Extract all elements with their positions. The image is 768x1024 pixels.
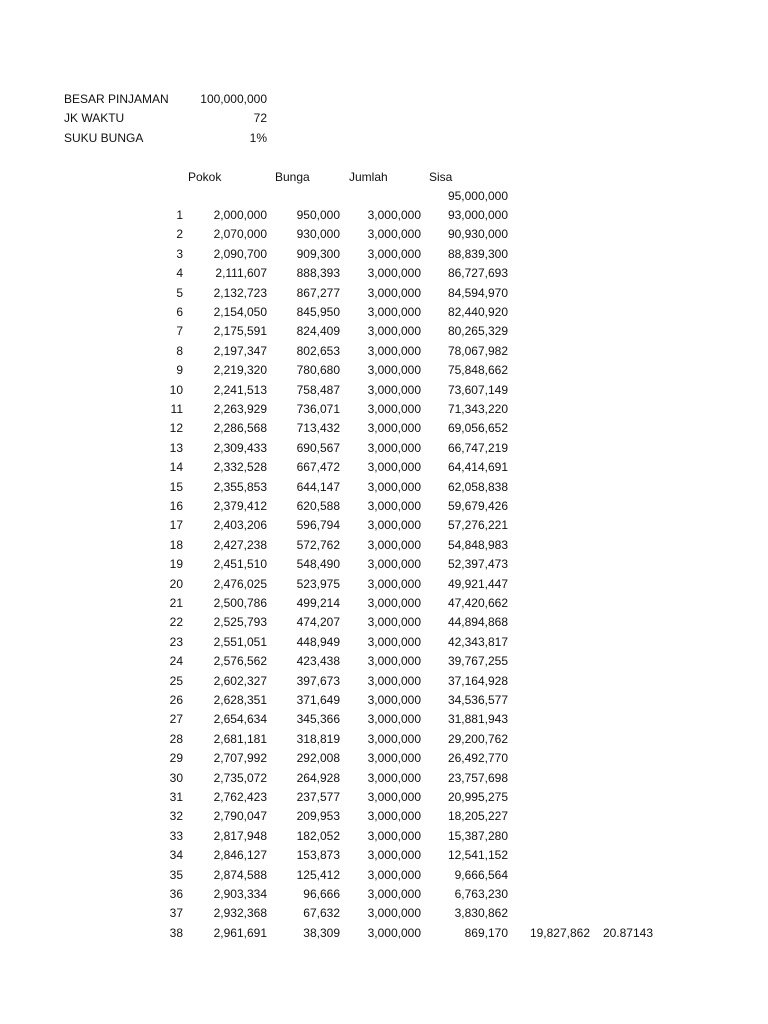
jumlah-cell: 3,000,000 — [367, 732, 421, 746]
row-number: 36 — [169, 887, 183, 901]
row-number: 11 — [170, 402, 183, 416]
interest-rate-label: SUKU BUNGA — [64, 131, 144, 145]
pokok-cell: 2,427,238 — [213, 538, 267, 552]
pokok-cell: 2,628,351 — [213, 693, 267, 707]
jumlah-cell: 3,000,000 — [367, 383, 421, 397]
sisa-cell: 29,200,762 — [447, 732, 508, 746]
jumlah-cell: 3,000,000 — [367, 402, 421, 416]
trailing-value-1: 19,827,862 — [529, 926, 590, 940]
bunga-cell: 824,409 — [296, 324, 340, 338]
sisa-cell: 71,343,220 — [447, 402, 508, 416]
sisa-cell: 18,205,227 — [447, 809, 508, 823]
sisa-cell: 59,679,426 — [447, 499, 508, 513]
sisa-cell: 73,607,149 — [447, 383, 508, 397]
jumlah-cell: 3,000,000 — [367, 790, 421, 804]
pokok-cell: 2,355,853 — [213, 480, 267, 494]
pokok-cell: 2,762,423 — [213, 790, 267, 804]
pokok-cell: 2,000,000 — [213, 208, 267, 222]
sisa-cell: 93,000,000 — [447, 208, 508, 222]
jumlah-cell: 3,000,000 — [367, 577, 421, 591]
interest-rate-value: 1% — [249, 131, 267, 145]
bunga-cell: 448,949 — [296, 635, 340, 649]
row-number: 14 — [169, 460, 183, 474]
pokok-cell: 2,111,607 — [215, 266, 267, 280]
bunga-cell: 371,649 — [296, 693, 340, 707]
pokok-cell: 2,707,992 — [213, 751, 267, 765]
sisa-cell: 64,414,691 — [447, 460, 508, 474]
row-number: 25 — [169, 674, 183, 688]
pokok-cell: 2,846,127 — [213, 848, 267, 862]
bunga-cell: 38,309 — [303, 926, 340, 940]
row-number: 24 — [169, 654, 183, 668]
column-header-sisa: Sisa — [429, 170, 453, 184]
bunga-cell: 153,873 — [296, 848, 340, 862]
bunga-cell: 620,588 — [296, 499, 340, 513]
pokok-cell: 2,379,412 — [213, 499, 267, 513]
sisa-cell: 88,839,300 — [447, 247, 508, 261]
row-number: 15 — [169, 480, 183, 494]
row-number: 8 — [176, 344, 183, 358]
row-number: 16 — [169, 499, 183, 513]
pokok-cell: 2,654,634 — [213, 712, 267, 726]
pokok-cell: 2,681,181 — [213, 732, 267, 746]
row-number: 23 — [169, 635, 183, 649]
pokok-cell: 2,090,700 — [213, 247, 267, 261]
jumlah-cell: 3,000,000 — [367, 266, 421, 280]
pokok-cell: 2,286,568 — [213, 421, 267, 435]
jumlah-cell: 3,000,000 — [367, 324, 421, 338]
row-number: 7 — [176, 324, 183, 338]
sisa-cell: 69,056,652 — [447, 421, 508, 435]
sisa-cell: 84,594,970 — [447, 286, 508, 300]
row-number: 20 — [169, 577, 183, 591]
row-number: 5 — [176, 286, 183, 300]
sisa-cell: 47,420,662 — [447, 596, 508, 610]
pokok-cell: 2,309,433 — [213, 441, 267, 455]
bunga-cell: 345,366 — [296, 712, 340, 726]
bunga-cell: 523,975 — [296, 577, 340, 591]
pokok-cell: 2,332,528 — [213, 460, 267, 474]
bunga-cell: 802,653 — [296, 344, 340, 358]
term-value: 72 — [253, 111, 267, 125]
sisa-cell: 66,747,219 — [447, 441, 508, 455]
row-number: 31 — [169, 790, 183, 804]
sisa-cell: 31,881,943 — [447, 712, 508, 726]
row-number: 1 — [176, 208, 183, 222]
jumlah-cell: 3,000,000 — [367, 538, 421, 552]
pokok-cell: 2,241,513 — [213, 383, 267, 397]
bunga-cell: 209,953 — [296, 809, 340, 823]
bunga-cell: 96,666 — [303, 887, 340, 901]
pokok-cell: 2,175,591 — [213, 324, 267, 338]
bunga-cell: 713,432 — [296, 421, 340, 435]
jumlah-cell: 3,000,000 — [367, 247, 421, 261]
column-header-jumlah: Jumlah — [349, 170, 388, 184]
term-label: JK WAKTU — [64, 111, 125, 125]
row-number: 10 — [169, 383, 183, 397]
bunga-cell: 572,762 — [296, 538, 340, 552]
bunga-cell: 548,490 — [296, 557, 340, 571]
bunga-cell: 67,632 — [303, 906, 340, 920]
pokok-cell: 2,735,072 — [213, 771, 267, 785]
row-number: 38 — [169, 926, 183, 940]
bunga-cell: 423,438 — [296, 654, 340, 668]
row-number: 4 — [176, 266, 183, 280]
row-number: 9 — [176, 363, 183, 377]
pokok-cell: 2,197,347 — [213, 344, 267, 358]
row-number: 26 — [169, 693, 183, 707]
jumlah-cell: 3,000,000 — [367, 848, 421, 862]
jumlah-cell: 3,000,000 — [367, 421, 421, 435]
pokok-cell: 2,263,929 — [213, 402, 267, 416]
pokok-cell: 2,403,206 — [213, 518, 267, 532]
sisa-cell: 34,536,577 — [447, 693, 508, 707]
sisa-cell: 82,440,920 — [447, 305, 508, 319]
jumlah-cell: 3,000,000 — [367, 344, 421, 358]
pokok-cell: 2,070,000 — [213, 227, 267, 241]
row-number: 32 — [169, 809, 183, 823]
bunga-cell: 736,071 — [296, 402, 340, 416]
jumlah-cell: 3,000,000 — [367, 480, 421, 494]
jumlah-cell: 3,000,000 — [367, 693, 421, 707]
jumlah-cell: 3,000,000 — [367, 635, 421, 649]
jumlah-cell: 3,000,000 — [367, 654, 421, 668]
sisa-cell: 52,397,473 — [447, 557, 508, 571]
bunga-cell: 888,393 — [296, 266, 340, 280]
bunga-cell: 264,928 — [296, 771, 340, 785]
sisa-cell: 869,170 — [464, 926, 508, 940]
sisa-cell: 86,727,693 — [447, 266, 508, 280]
row-number: 12 — [169, 421, 183, 435]
sisa-cell: 3,830,862 — [454, 906, 508, 920]
jumlah-cell: 3,000,000 — [367, 674, 421, 688]
opening-balance: 95,000,000 — [447, 189, 508, 203]
pokok-cell: 2,500,786 — [213, 596, 267, 610]
bunga-cell: 950,000 — [296, 208, 340, 222]
jumlah-cell: 3,000,000 — [367, 286, 421, 300]
pokok-cell: 2,932,368 — [213, 906, 267, 920]
sisa-cell: 20,995,275 — [447, 790, 508, 804]
jumlah-cell: 3,000,000 — [367, 305, 421, 319]
row-number: 13 — [169, 441, 183, 455]
bunga-cell: 596,794 — [296, 518, 340, 532]
bunga-cell: 318,819 — [296, 732, 340, 746]
bunga-cell: 644,147 — [296, 480, 340, 494]
pokok-cell: 2,790,047 — [213, 809, 267, 823]
column-header-pokok: Pokok — [188, 170, 222, 184]
jumlah-cell: 3,000,000 — [367, 499, 421, 513]
pokok-cell: 2,903,334 — [213, 887, 267, 901]
bunga-cell: 667,472 — [296, 460, 340, 474]
jumlah-cell: 3,000,000 — [367, 596, 421, 610]
row-number: 17 — [169, 518, 183, 532]
row-number: 6 — [176, 305, 183, 319]
bunga-cell: 780,680 — [296, 363, 340, 377]
row-number: 37 — [169, 906, 183, 920]
pokok-cell: 2,476,025 — [213, 577, 267, 591]
bunga-cell: 909,300 — [296, 247, 340, 261]
sisa-cell: 54,848,983 — [447, 538, 508, 552]
pokok-cell: 2,576,562 — [213, 654, 267, 668]
bunga-cell: 292,008 — [296, 751, 340, 765]
jumlah-cell: 3,000,000 — [367, 518, 421, 532]
row-number: 33 — [169, 829, 183, 843]
bunga-cell: 182,052 — [296, 829, 340, 843]
sisa-cell: 26,492,770 — [447, 751, 508, 765]
sisa-cell: 39,767,255 — [447, 654, 508, 668]
sisa-cell: 9,666,564 — [454, 868, 508, 882]
pokok-cell: 2,451,510 — [213, 557, 267, 571]
bunga-cell: 474,207 — [296, 615, 340, 629]
jumlah-cell: 3,000,000 — [367, 227, 421, 241]
jumlah-cell: 3,000,000 — [367, 906, 421, 920]
jumlah-cell: 3,000,000 — [367, 926, 421, 940]
row-number: 29 — [169, 751, 183, 765]
sisa-cell: 62,058,838 — [447, 480, 508, 494]
pokok-cell: 2,602,327 — [213, 674, 267, 688]
pokok-cell: 2,961,691 — [213, 926, 267, 940]
sisa-cell: 57,276,221 — [447, 518, 508, 532]
jumlah-cell: 3,000,000 — [367, 809, 421, 823]
sisa-cell: 49,921,447 — [447, 577, 508, 591]
jumlah-cell: 3,000,000 — [367, 712, 421, 726]
jumlah-cell: 3,000,000 — [367, 208, 421, 222]
bunga-cell: 397,673 — [296, 674, 340, 688]
sisa-cell: 78,067,982 — [447, 344, 508, 358]
sisa-cell: 42,343,817 — [447, 635, 508, 649]
jumlah-cell: 3,000,000 — [367, 441, 421, 455]
sisa-cell: 80,265,329 — [447, 324, 508, 338]
jumlah-cell: 3,000,000 — [367, 829, 421, 843]
jumlah-cell: 3,000,000 — [367, 363, 421, 377]
row-number: 35 — [169, 868, 183, 882]
row-number: 3 — [176, 247, 183, 261]
loan-amount-label: BESAR PINJAMAN — [64, 92, 169, 106]
jumlah-cell: 3,000,000 — [367, 868, 421, 882]
sisa-cell: 23,757,698 — [447, 771, 508, 785]
pokok-cell: 2,132,723 — [213, 286, 267, 300]
bunga-cell: 758,487 — [296, 383, 340, 397]
row-number: 28 — [169, 732, 183, 746]
trailing-value-2: 20.87143 — [602, 926, 653, 940]
column-header-bunga: Bunga — [275, 170, 310, 184]
row-number: 34 — [169, 848, 183, 862]
jumlah-cell: 3,000,000 — [367, 557, 421, 571]
bunga-cell: 930,000 — [296, 227, 340, 241]
bunga-cell: 845,950 — [296, 305, 340, 319]
bunga-cell: 125,412 — [296, 868, 340, 882]
bunga-cell: 237,577 — [296, 790, 340, 804]
sisa-cell: 37,164,928 — [447, 674, 508, 688]
jumlah-cell: 3,000,000 — [367, 771, 421, 785]
loan-amount-value: 100,000,000 — [200, 92, 267, 106]
sisa-cell: 6,763,230 — [454, 887, 508, 901]
bunga-cell: 867,277 — [296, 286, 340, 300]
sisa-cell: 12,541,152 — [447, 848, 508, 862]
pokok-cell: 2,154,050 — [213, 305, 267, 319]
pokok-cell: 2,551,051 — [213, 635, 267, 649]
jumlah-cell: 3,000,000 — [367, 615, 421, 629]
row-number: 2 — [176, 227, 183, 241]
jumlah-cell: 3,000,000 — [367, 460, 421, 474]
row-number: 19 — [169, 557, 183, 571]
sisa-cell: 90,930,000 — [447, 227, 508, 241]
pokok-cell: 2,817,948 — [213, 829, 267, 843]
row-number: 30 — [169, 771, 183, 785]
row-number: 18 — [169, 538, 183, 552]
row-number: 27 — [169, 712, 183, 726]
pokok-cell: 2,525,793 — [213, 615, 267, 629]
row-number: 21 — [169, 596, 183, 610]
jumlah-cell: 3,000,000 — [367, 751, 421, 765]
jumlah-cell: 3,000,000 — [367, 887, 421, 901]
pokok-cell: 2,219,320 — [213, 363, 267, 377]
row-number: 22 — [169, 615, 183, 629]
sisa-cell: 44,894,868 — [447, 615, 508, 629]
bunga-cell: 499,214 — [296, 596, 340, 610]
sisa-cell: 15,387,280 — [447, 829, 508, 843]
pokok-cell: 2,874,588 — [213, 868, 267, 882]
bunga-cell: 690,567 — [296, 441, 340, 455]
sisa-cell: 75,848,662 — [447, 363, 508, 377]
